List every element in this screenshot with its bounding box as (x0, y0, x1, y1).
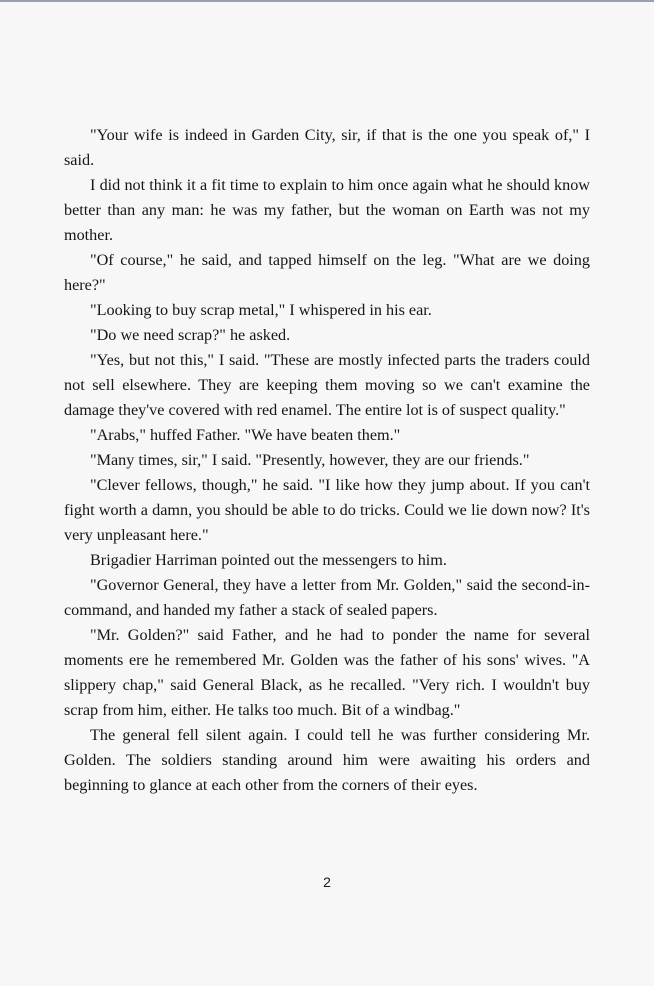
paragraph: The general fell silent again. I could tell he was further considering Mr. Golden. The soldiers standing around him were awaiting his orders and beginning to glance at each other from the corners of their eyes. (64, 726, 590, 794)
paragraph: "Many times, sir," I said. "Presently, however, they are our friends." (90, 451, 530, 469)
paragraph: "Of course," he said, and tapped himself on the leg. "What are we doing here?" (64, 251, 590, 294)
paragraph: "Arabs," huffed Father. "We have beaten them." (90, 426, 401, 444)
paragraph: I did not think it a fit time to explain to him once again what he should know better than any man: he was my father, but the woman on Earth was not my mother. (64, 176, 590, 244)
paragraph: "Yes, but not this," I said. "These are mostly infected parts the traders could not sell elsewhere. They are keeping them moving so we can't examine the damage they've covered with red enamel. The entire lot is of suspect quality." (64, 351, 590, 419)
paragraph: Brigadier Harriman pointed out the messengers to him. (90, 551, 447, 569)
text-body (64, 123, 590, 798)
document-page (0, 2, 654, 986)
page-number: 2 (323, 874, 331, 890)
paragraph: "Looking to buy scrap metal," I whispered in his ear. (90, 301, 432, 319)
paragraph: "Governor General, they have a letter from Mr. Golden," said the second-in-command, and handed my father a stack of sealed papers. (64, 576, 590, 619)
paragraph: "Do we need scrap?" he asked. (90, 326, 291, 344)
paragraph: "Mr. Golden?" said Father, and he had to ponder the name for several moments ere he remembered Mr. Golden was the father of his sons' wives. "A slippery chap," said General Black, as he recalled. "Very rich. I wouldn't buy scrap from him, either. He talks too much. Bit of a windbag." (64, 626, 590, 719)
paragraph: "Clever fellows, though," he said. "I like how they jump about. If you can't fight worth a damn, you should be able to do tricks. Could we lie down now? It's very unpleasant here." (64, 476, 590, 544)
paragraph: "Your wife is indeed in Garden City, sir, if that is the one you speak of," I said. (64, 126, 590, 169)
